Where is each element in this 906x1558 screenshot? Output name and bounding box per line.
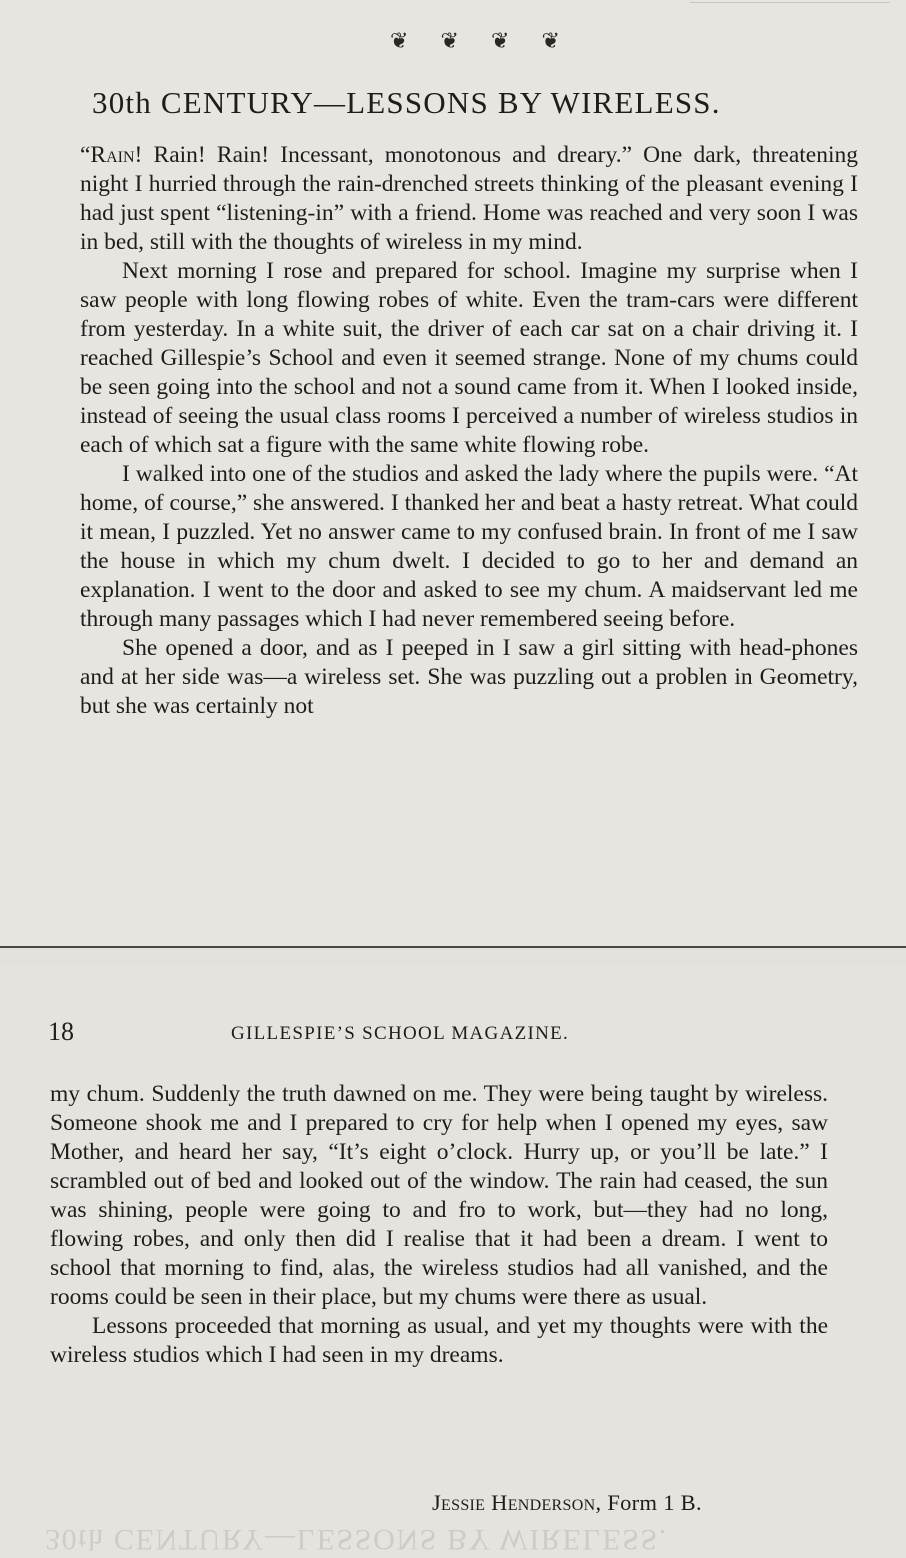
fleuron-icon: ❦ — [491, 28, 510, 53]
signature — [432, 1490, 702, 1516]
magazine-title: GILLESPIE’S SCHOOL MAGAZINE. — [231, 1023, 570, 1044]
running-header — [48, 1017, 848, 1047]
ornament-row — [390, 30, 560, 52]
paragraph: She opened a door, and as I peeped in I saw a girl sitting with head-phones and at her side was—a wireless set. She was puzzling out a problen in Geometry, but she was certainly not — [80, 635, 858, 719]
bleed-through-title: 30th CENTURY—LESSONS BY WIRELESS. — [45, 1523, 668, 1556]
bleed-through-line — [690, 2, 890, 17]
paragraph: my chum. Suddenly the truth dawned on me. They were being taught by wireless. Someone shook me and I prepared to cry for help when I opened my eyes, saw Mother, and heard her say, “It’s eight o’clock. Hurry up, or you’ll be late.” I scrambled out of bed and looked out of the window. The rain had ceased, the sun was shining, people were going to and fro to work, but—they had no long, flowing robes, and only then did I realise that it had been a dream. I went to school that morning to find, alas, the wireless studios had all vanished, and the rooms could be seen in their place, but my chums were there as usual. — [50, 1081, 828, 1310]
author-form: Form 1 B. — [607, 1490, 702, 1515]
paragraph: “Rain! Rain! Rain! Incessant, monotonous and dreary.” One dark, threatening night I hurried through the rain-drenched streets thinking of the pleasant evening I had just spent “listening-in” with a friend. Home was reached and very soon I was in bed, still with the thoughts of wireless in my mind. — [80, 142, 858, 255]
fleuron-icon: ❦ — [541, 28, 560, 53]
article-title: 30th CENTURY—LESSONS BY WIRELESS. — [92, 85, 721, 120]
paragraph: I walked into one of the studios and asked the lady where the pupils were. “At home, of course,” she answered. I thanked her and beat a hasty retreat. What could it mean, I puzzled. Yet no answer came to my confused brain. In front of me I saw the house in which my chum dwelt. I decided to go to her and demand an explanation. I went to the door and asked to see my chum. A maidservant led me through many passages which I had never remembered seeing before. — [80, 461, 858, 632]
fleuron-icon: ❦ — [390, 28, 409, 53]
paragraph: Next morning I rose and prepared for school. Imagine my surprise when I saw people with long flowing robes of white. Even the tram-cars were different from yesterday. In a white suit, the driver of each car sat on a chair driving it. I reached Gillespie’s School and even it seemed strange. None of my chums could be seen going into the school and not a sound came from it. When I looked inside, instead of seeing the usual class rooms I perceived a number of wireless studios in each of which sat a figure with the same white flowing robe. — [80, 258, 858, 458]
paragraph: Lessons proceeded that morning as usual, and yet my thoughts were with the wireless studios which I had seen in my dreams. — [50, 1313, 828, 1368]
page-number: 18 — [48, 1017, 74, 1046]
article-body-top — [80, 141, 858, 721]
author-name: Jessie Henderson, — [432, 1490, 602, 1515]
article-body-bottom — [50, 1080, 828, 1370]
fleuron-icon: ❦ — [440, 28, 459, 53]
small-caps-lead: “Rain — [80, 142, 135, 168]
